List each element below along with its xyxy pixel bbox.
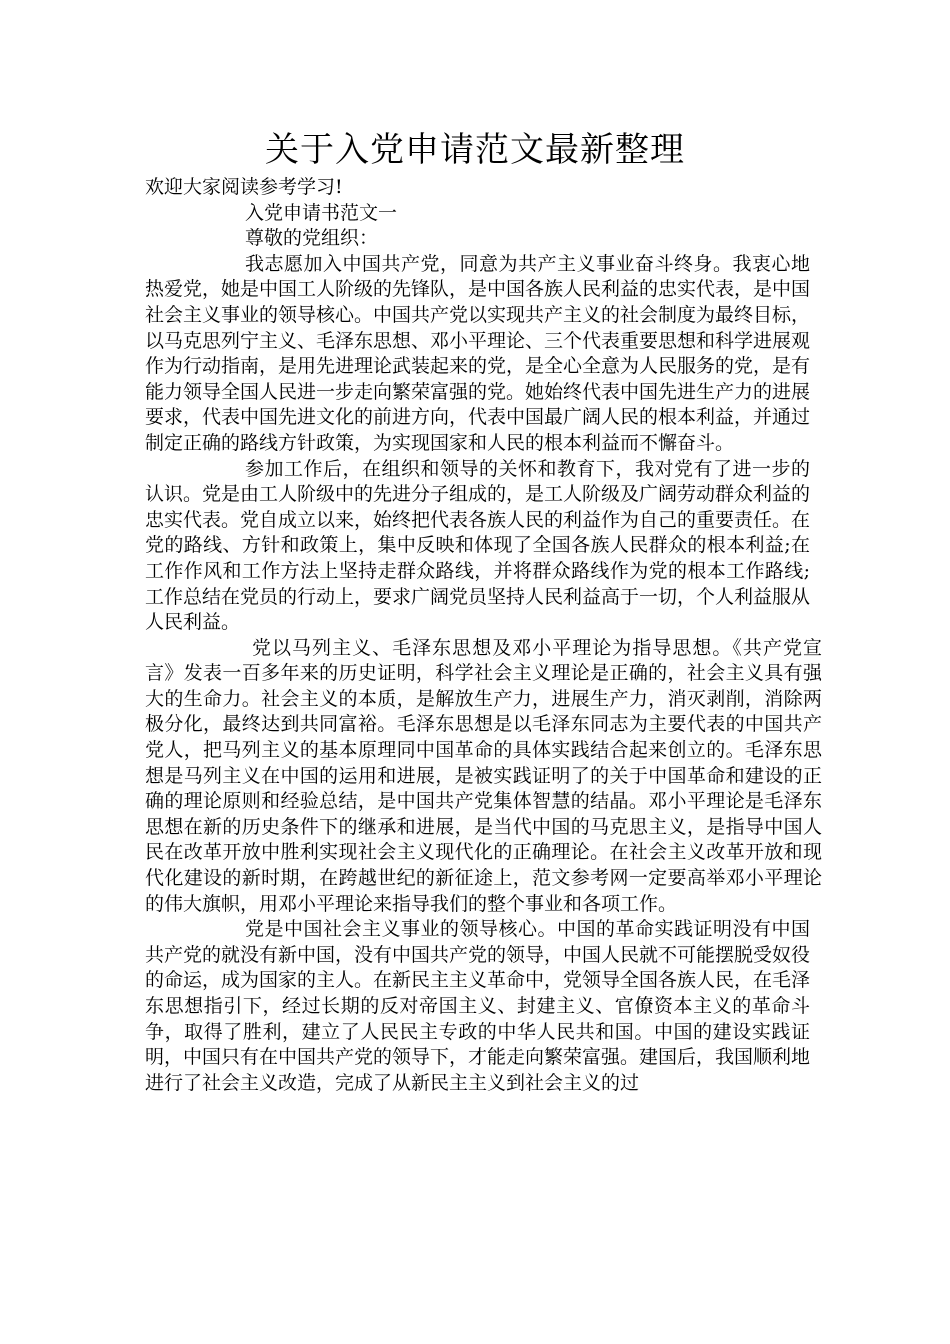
document-title: 关于入党申请范文最新整理	[265, 130, 685, 170]
greeting-line: 欢迎大家阅读参考学习!	[145, 176, 343, 198]
body-paragraph: 我志愿加入中国共产党，同意为共产主义事业奋斗终身。我衷心地热爱党，她是中国工人阶级的先锋队，是中国各族人民利益的忠实代表，是中国社会主义事业的领导核心。中国共产党以实现共产主义的社会制度为最终目标，以马克思列宁主义、毛泽东思想、邓小平理论、三个代表重要思想和科学进展观作为行动指南，是用先进理论武装起来的党，是全心全意为人民服务的党，是有能力领导全国人民进一步走向繁荣富强的党。她始终代表中国先进生产力的进展要求，代表中国先进文化的前进方向，代表中国最广阔人民的根本利益，并通过制定正确的路线方针政策，为实现国家和人民的根本利益而不懈奋斗。	[145, 252, 811, 454]
body-paragraph: 参加工作后，在组织和领导的关怀和教育下，我对党有了进一步的认识。党是由工人阶级中的先进分子组成的，是工人阶级及广阔劳动群众利益的忠实代表。党自成立以来，始终把代表各族人民的利益作为自己的重要责任。在党的路线、方针和政策上，集中反映和体现了全国各族人民群众的根本利益;在工作作风和工作方法上坚持走群众路线，并将群众路线作为党的根本工作路线;工作总结在党员的行动上，要求广阔党员坚持人民利益高于一切，个人利益服从人民利益。	[145, 457, 811, 634]
document-body	[145, 175, 822, 1096]
body-paragraph: 党以马列主义、毛泽东思想及邓小平理论为指导思想。《共产党宣言》发表一百多年来的历史证明，科学社会主义理论是正确的，社会主义具有强大的生命力。社会主义的本质，是解放生产力，进展生产力，消灭剥削，消除两极分化，最终达到共同富裕。毛泽东思想是以毛泽东同志为主要代表的中国共产党人，把马列主义的基本原理同中国革命的具体实践结合起来创立的。毛泽东思想是马列主义在中国的运用和进展，是被实践证明了的关于中国革命和建设的正确的理论原则和经验总结，是中国共产党集体智慧的结晶。邓小平理论是毛泽东思想在新的历史条件下的继承和进展，是当代中国的马克思主义，是指导中国人民在改革开放中胜利实现社会主义现代化的正确理论。在社会主义改革开放和现代化建设的新时期，在跨越世纪的新征途上，范文参考网一定要高举邓小平理论的伟大旗帜，用邓小平理论来指导我们的整个事业和各项工作。	[145, 636, 822, 915]
subtitle-line: 入党申请书范文一	[245, 201, 398, 224]
salutation-line: 尊敬的党组织：	[245, 227, 379, 250]
body-paragraph: 党是中国社会主义事业的领导核心。中国的革命实践证明没有中国共产党的就没有新中国，没有中国共产党的领导，中国人民就不可能摆脱受奴役的命运，成为国家的主人。在新民主主义革命中，党领导全国各族人民，在毛泽东思想指引下，经过长期的反对帝国主义、封建主义、官僚资本主义的革命斗争，取得了胜利，建立了人民民主专政的中华人民共和国。中国的建设实践证明，中国只有在中国共产党的领导下，才能走向繁荣富强。建国后，我国顺利地进行了社会主义改造，完成了从新民主主义到社会主义的过	[145, 918, 811, 1094]
